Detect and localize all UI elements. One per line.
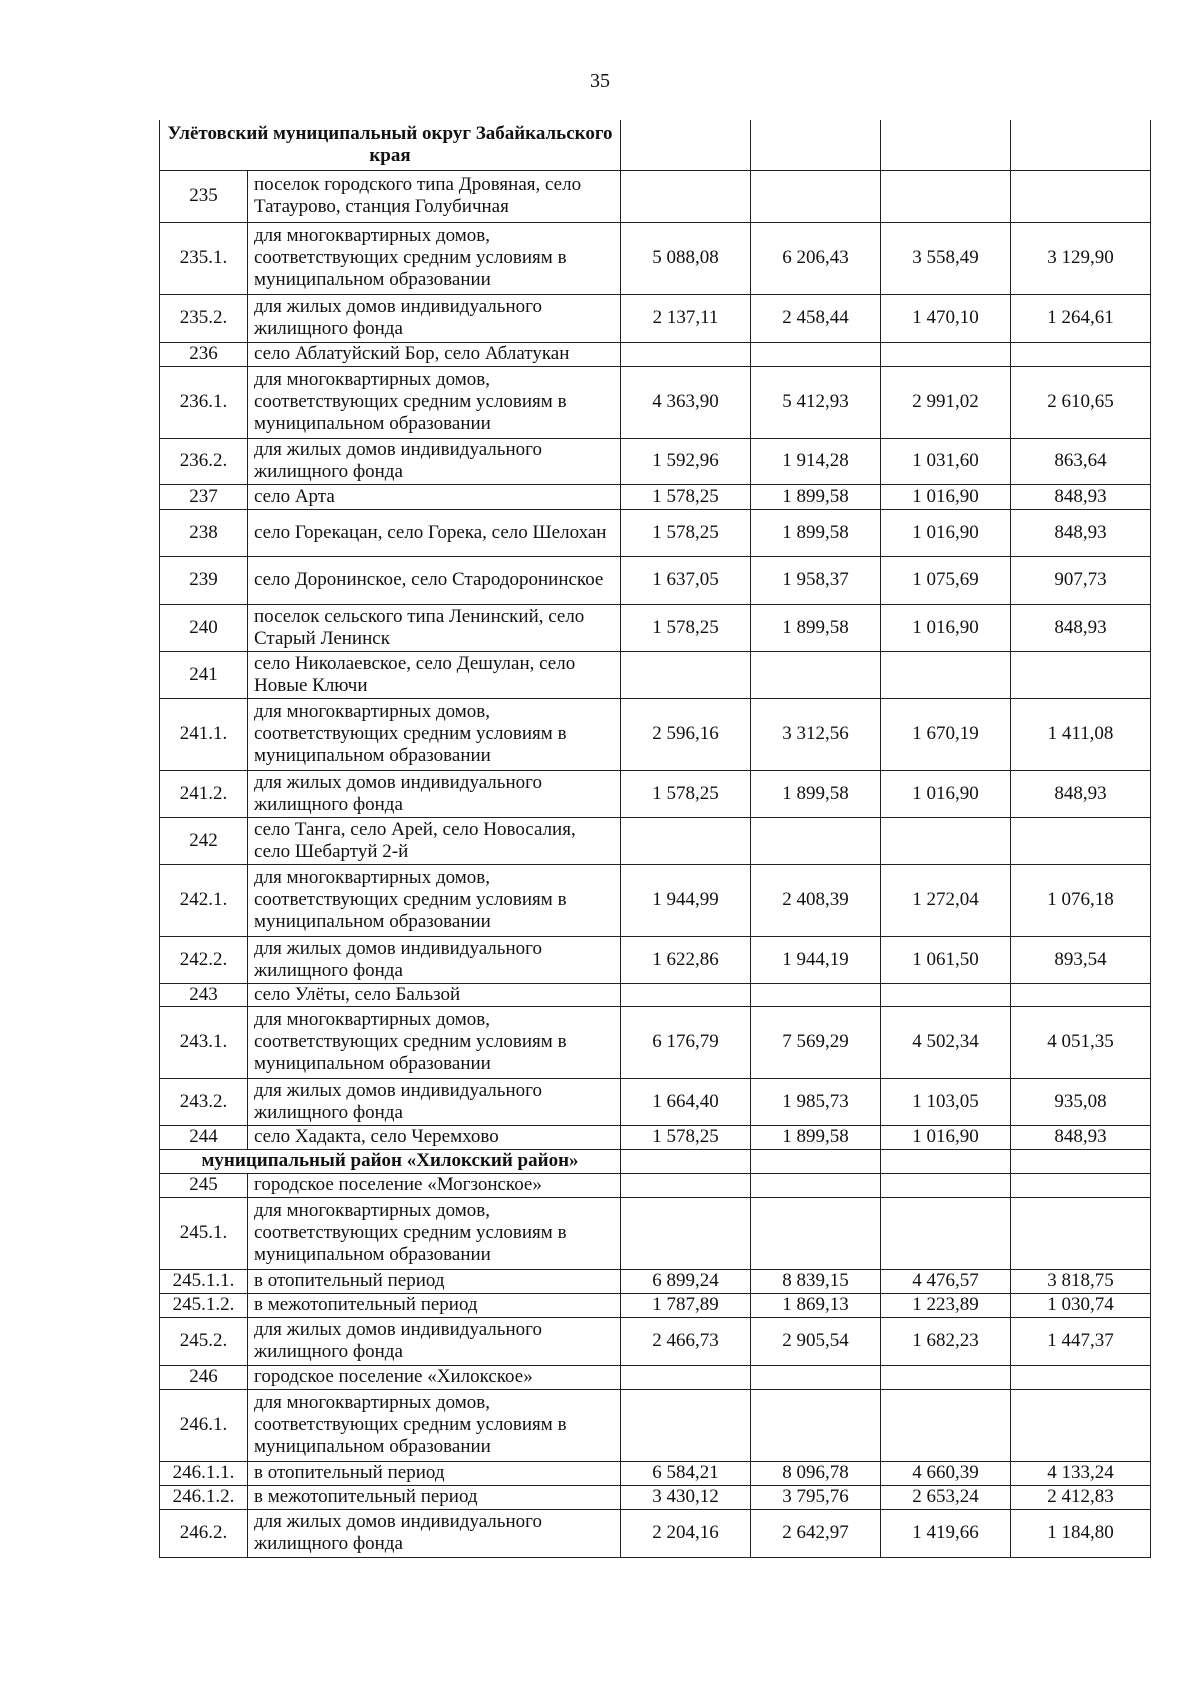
table-row — [160, 1509, 1151, 1557]
empty-cell — [621, 120, 751, 170]
row-name: село Доронинское, село Стародоронинское — [248, 556, 621, 604]
row-number: 243.1. — [160, 1006, 248, 1078]
section-header-row — [160, 120, 1151, 170]
row-number: 246.2. — [160, 1509, 248, 1557]
value-cell: 2 408,39 — [751, 864, 881, 936]
value-cell: 1 578,25 — [621, 770, 751, 817]
value-cell: 3 795,76 — [751, 1485, 881, 1509]
section-header-row — [160, 1149, 1151, 1173]
value-cell — [621, 1389, 751, 1461]
page-number: 35 — [590, 70, 610, 92]
empty-cell — [621, 1149, 751, 1173]
value-cell — [621, 170, 751, 222]
table-row — [160, 1317, 1151, 1365]
value-cell: 4 051,35 — [1011, 1006, 1151, 1078]
empty-cell — [751, 1149, 881, 1173]
value-cell: 1 899,58 — [751, 770, 881, 817]
value-cell — [751, 983, 881, 1006]
value-cell — [621, 983, 751, 1006]
empty-cell — [1011, 120, 1151, 170]
value-cell: 2 458,44 — [751, 294, 881, 342]
value-cell: 2 610,65 — [1011, 366, 1151, 438]
value-cell: 3 818,75 — [1011, 1269, 1151, 1293]
value-cell — [1011, 983, 1151, 1006]
value-cell: 4 363,90 — [621, 366, 751, 438]
value-cell: 5 088,08 — [621, 222, 751, 294]
table-row — [160, 1269, 1151, 1293]
table-row — [160, 1006, 1151, 1078]
table-row — [160, 556, 1151, 604]
row-number: 236.2. — [160, 438, 248, 484]
row-name: для многоквартирных домов, соответствующих средним условиям в муниципальном образовании — [248, 1197, 621, 1269]
value-cell — [621, 1365, 751, 1389]
value-cell — [881, 1365, 1011, 1389]
row-number: 237 — [160, 484, 248, 509]
value-cell: 3 129,90 — [1011, 222, 1151, 294]
table-row — [160, 1293, 1151, 1317]
table-row — [160, 170, 1151, 222]
value-cell: 1 899,58 — [751, 1125, 881, 1149]
value-cell — [621, 817, 751, 864]
table-row — [160, 1173, 1151, 1197]
row-number: 235 — [160, 170, 248, 222]
row-number: 241.1. — [160, 698, 248, 770]
row-number: 245.1.1. — [160, 1269, 248, 1293]
value-cell: 1 061,50 — [881, 936, 1011, 983]
table-row — [160, 222, 1151, 294]
table-row — [160, 509, 1151, 556]
value-cell: 1 103,05 — [881, 1078, 1011, 1125]
value-cell: 1 030,74 — [1011, 1293, 1151, 1317]
value-cell: 1 578,25 — [621, 604, 751, 651]
value-cell: 935,08 — [1011, 1078, 1151, 1125]
value-cell: 1 670,19 — [881, 698, 1011, 770]
value-cell: 1 272,04 — [881, 864, 1011, 936]
row-number: 241 — [160, 651, 248, 698]
value-cell: 1 899,58 — [751, 604, 881, 651]
value-cell: 1 899,58 — [751, 484, 881, 509]
value-cell: 2 412,83 — [1011, 1485, 1151, 1509]
value-cell: 1 682,23 — [881, 1317, 1011, 1365]
value-cell: 1 622,86 — [621, 936, 751, 983]
table-row — [160, 698, 1151, 770]
table-row — [160, 484, 1151, 509]
value-cell — [881, 1197, 1011, 1269]
value-cell: 8 096,78 — [751, 1461, 881, 1485]
value-cell: 1 016,90 — [881, 1125, 1011, 1149]
value-cell: 1 985,73 — [751, 1078, 881, 1125]
row-name: для многоквартирных домов, соответствующих средним условиям в муниципальном образовании — [248, 222, 621, 294]
value-cell — [1011, 1173, 1151, 1197]
row-name: для жилых домов индивидуального жилищного фонда — [248, 770, 621, 817]
row-number: 242 — [160, 817, 248, 864]
row-number: 238 — [160, 509, 248, 556]
row-number: 243 — [160, 983, 248, 1006]
value-cell: 1 578,25 — [621, 509, 751, 556]
row-number: 245.2. — [160, 1317, 248, 1365]
value-cell: 1 637,05 — [621, 556, 751, 604]
value-cell — [621, 1197, 751, 1269]
row-name: городское поселение «Хилокское» — [248, 1365, 621, 1389]
value-cell — [751, 1173, 881, 1197]
value-cell — [621, 1173, 751, 1197]
row-name: для многоквартирных домов, соответствующих средним условиям в муниципальном образовании — [248, 698, 621, 770]
section-title: Улётовский муниципальный округ Забайкальского края — [160, 120, 621, 170]
value-cell: 1 016,90 — [881, 484, 1011, 509]
row-name: в межотопительный период — [248, 1485, 621, 1509]
value-cell — [1011, 170, 1151, 222]
value-cell: 893,54 — [1011, 936, 1151, 983]
row-name: село Арта — [248, 484, 621, 509]
table-row — [160, 294, 1151, 342]
row-number: 246.1.2. — [160, 1485, 248, 1509]
value-cell: 1 470,10 — [881, 294, 1011, 342]
value-cell: 1 016,90 — [881, 604, 1011, 651]
value-cell: 2 905,54 — [751, 1317, 881, 1365]
value-cell: 848,93 — [1011, 604, 1151, 651]
value-cell — [751, 170, 881, 222]
row-number: 246 — [160, 1365, 248, 1389]
table-row — [160, 1078, 1151, 1125]
value-cell: 1 944,99 — [621, 864, 751, 936]
row-number: 243.2. — [160, 1078, 248, 1125]
row-name: для многоквартирных домов, соответствующих средним условиям в муниципальном образовании — [248, 1006, 621, 1078]
value-cell: 848,93 — [1011, 509, 1151, 556]
row-name: для многоквартирных домов, соответствующих средним условиям в муниципальном образовании — [248, 864, 621, 936]
table-row — [160, 604, 1151, 651]
value-cell: 1 578,25 — [621, 484, 751, 509]
row-number: 245.1.2. — [160, 1293, 248, 1317]
value-cell: 4 133,24 — [1011, 1461, 1151, 1485]
row-number: 236.1. — [160, 366, 248, 438]
empty-cell — [1011, 1149, 1151, 1173]
row-number: 245.1. — [160, 1197, 248, 1269]
value-cell: 6 584,21 — [621, 1461, 751, 1485]
value-cell — [1011, 1365, 1151, 1389]
value-cell — [751, 1389, 881, 1461]
value-cell: 1 578,25 — [621, 1125, 751, 1149]
value-cell — [751, 1365, 881, 1389]
table-row — [160, 366, 1151, 438]
value-cell: 1 031,60 — [881, 438, 1011, 484]
row-name: в отопительный период — [248, 1461, 621, 1485]
value-cell: 6 176,79 — [621, 1006, 751, 1078]
value-cell — [881, 342, 1011, 366]
value-cell: 3 558,49 — [881, 222, 1011, 294]
table-row — [160, 1365, 1151, 1389]
row-name: село Улёты, село Бальзой — [248, 983, 621, 1006]
value-cell: 1 914,28 — [751, 438, 881, 484]
row-name: село Хадакта, село Черемхово — [248, 1125, 621, 1149]
value-cell: 1 075,69 — [881, 556, 1011, 604]
section-title: муниципальный район «Хилокский район» — [160, 1149, 621, 1173]
row-number: 239 — [160, 556, 248, 604]
value-cell: 1 223,89 — [881, 1293, 1011, 1317]
value-cell: 2 642,97 — [751, 1509, 881, 1557]
table-row — [160, 1197, 1151, 1269]
table-row — [160, 342, 1151, 366]
value-cell: 1 264,61 — [1011, 294, 1151, 342]
value-cell: 8 839,15 — [751, 1269, 881, 1293]
value-cell: 1 016,90 — [881, 770, 1011, 817]
table-row — [160, 1461, 1151, 1485]
value-cell — [881, 983, 1011, 1006]
value-cell: 848,93 — [1011, 484, 1151, 509]
table-row — [160, 438, 1151, 484]
value-cell: 863,64 — [1011, 438, 1151, 484]
value-cell: 907,73 — [1011, 556, 1151, 604]
row-name: для жилых домов индивидуального жилищного фонда — [248, 294, 621, 342]
value-cell — [1011, 1389, 1151, 1461]
value-cell: 1 787,89 — [621, 1293, 751, 1317]
value-cell — [1011, 1197, 1151, 1269]
value-cell: 1 184,80 — [1011, 1509, 1151, 1557]
row-name: село Горекацан, село Горека, село Шелохан — [248, 509, 621, 556]
value-cell — [881, 1389, 1011, 1461]
row-name: поселок сельского типа Ленинский, село Старый Ленинск — [248, 604, 621, 651]
row-name: для жилых домов индивидуального жилищного фонда — [248, 1509, 621, 1557]
value-cell: 6 899,24 — [621, 1269, 751, 1293]
row-number: 244 — [160, 1125, 248, 1149]
row-name: для многоквартирных домов, соответствующих средним условиям в муниципальном образовании — [248, 1389, 621, 1461]
row-number: 242.1. — [160, 864, 248, 936]
row-name: городское поселение «Могзонское» — [248, 1173, 621, 1197]
value-cell: 2 137,11 — [621, 294, 751, 342]
row-number: 246.1. — [160, 1389, 248, 1461]
row-name: село Аблатуйский Бор, село Аблатукан — [248, 342, 621, 366]
value-cell — [751, 342, 881, 366]
value-cell — [881, 817, 1011, 864]
row-number: 246.1.1. — [160, 1461, 248, 1485]
row-name: для жилых домов индивидуального жилищного фонда — [248, 1317, 621, 1365]
value-cell: 2 466,73 — [621, 1317, 751, 1365]
row-name: в межотопительный период — [248, 1293, 621, 1317]
value-cell: 1 899,58 — [751, 509, 881, 556]
value-cell — [881, 170, 1011, 222]
value-cell — [751, 1197, 881, 1269]
value-cell: 1 419,66 — [881, 1509, 1011, 1557]
row-number: 245 — [160, 1173, 248, 1197]
value-cell: 3 312,56 — [751, 698, 881, 770]
table-row — [160, 817, 1151, 864]
value-cell: 6 206,43 — [751, 222, 881, 294]
value-cell: 1 869,13 — [751, 1293, 881, 1317]
value-cell — [881, 651, 1011, 698]
table-row — [160, 983, 1151, 1006]
value-cell: 848,93 — [1011, 770, 1151, 817]
value-cell: 5 412,93 — [751, 366, 881, 438]
table-row — [160, 1125, 1151, 1149]
value-cell: 2 204,16 — [621, 1509, 751, 1557]
value-cell: 1 592,96 — [621, 438, 751, 484]
row-name: в отопительный период — [248, 1269, 621, 1293]
row-name: для многоквартирных домов, соответствующих средним условиям в муниципальном образовании — [248, 366, 621, 438]
row-name: для жилых домов индивидуального жилищного фонда — [248, 438, 621, 484]
value-cell — [751, 651, 881, 698]
table-row — [160, 770, 1151, 817]
value-cell — [621, 651, 751, 698]
row-name: для жилых домов индивидуального жилищного фонда — [248, 936, 621, 983]
row-name: для жилых домов индивидуального жилищного фонда — [248, 1078, 621, 1125]
value-cell: 1 447,37 — [1011, 1317, 1151, 1365]
empty-cell — [881, 120, 1011, 170]
row-name: поселок городского типа Дровяная, село Татаурово, станция Голубичная — [248, 170, 621, 222]
value-cell — [881, 1173, 1011, 1197]
value-cell: 2 596,16 — [621, 698, 751, 770]
value-cell: 1 664,40 — [621, 1078, 751, 1125]
row-name: село Николаевское, село Дешулан, село Новые Ключи — [248, 651, 621, 698]
value-cell — [1011, 817, 1151, 864]
value-cell: 2 991,02 — [881, 366, 1011, 438]
table-row — [160, 651, 1151, 698]
value-cell — [621, 342, 751, 366]
row-number: 235.1. — [160, 222, 248, 294]
value-cell: 4 476,57 — [881, 1269, 1011, 1293]
value-cell — [751, 817, 881, 864]
value-cell: 1 016,90 — [881, 509, 1011, 556]
row-name: село Танга, село Арей, село Новосалия, село Шебартуй 2-й — [248, 817, 621, 864]
value-cell: 1 411,08 — [1011, 698, 1151, 770]
tariff-table — [159, 120, 1151, 1558]
value-cell: 4 502,34 — [881, 1006, 1011, 1078]
value-cell: 848,93 — [1011, 1125, 1151, 1149]
row-number: 242.2. — [160, 936, 248, 983]
value-cell: 1 958,37 — [751, 556, 881, 604]
row-number: 236 — [160, 342, 248, 366]
row-number: 241.2. — [160, 770, 248, 817]
value-cell — [1011, 651, 1151, 698]
empty-cell — [751, 120, 881, 170]
value-cell: 2 653,24 — [881, 1485, 1011, 1509]
value-cell: 3 430,12 — [621, 1485, 751, 1509]
row-number: 235.2. — [160, 294, 248, 342]
table-row — [160, 864, 1151, 936]
value-cell: 4 660,39 — [881, 1461, 1011, 1485]
table-row — [160, 1389, 1151, 1461]
table-row — [160, 1485, 1151, 1509]
table-row — [160, 936, 1151, 983]
empty-cell — [881, 1149, 1011, 1173]
value-cell — [1011, 342, 1151, 366]
value-cell: 1 944,19 — [751, 936, 881, 983]
value-cell: 1 076,18 — [1011, 864, 1151, 936]
value-cell: 7 569,29 — [751, 1006, 881, 1078]
row-number: 240 — [160, 604, 248, 651]
